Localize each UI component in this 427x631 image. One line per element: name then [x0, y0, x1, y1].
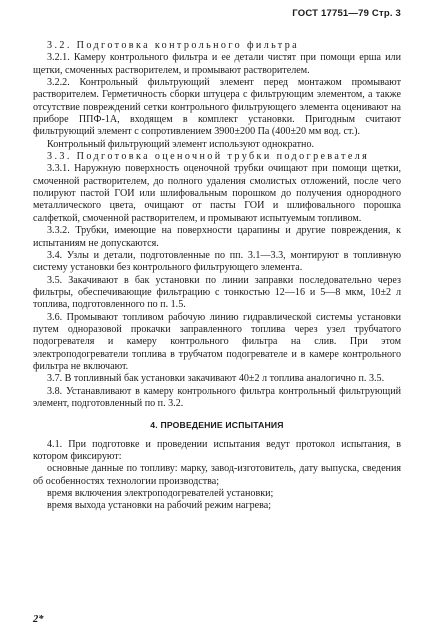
- paragraph: 3.4. Узлы и детали, подготовленные по пп. 3.1—3.3, монтируют в топливную систему установки без контрольного фильтрующего элемента.: [33, 249, 401, 274]
- paragraph: 3.3.2. Трубки, имеющие на поверхности царапины и другие повреждения, к испытаниям не допускаются.: [33, 225, 401, 249]
- paragraph: 4.1. При подготовке и проведении испытания ведут протокол испытания, в котором фиксируют:: [33, 438, 401, 462]
- paragraph: 3.6. Промывают топливом рабочую линию гидравлической системы установки путем одноразовой прокачки заправленного топлива через узел трубчатого подогревателя и камеру контрольного фильтра на слив. При этом электроподогреватели топлива в трубчатом подогревателе и в камере контрольного фильтра не включают.: [33, 311, 401, 372]
- document-body: [33, 40, 401, 513]
- paragraph: 3.2.2. Контрольный фильтрующий элемент перед монтажом промывают растворителем. Герметичность сборки штуцера с фильтрующим элементом, а также отсутствие повреждений сетки контрольного фильтрующего элемента оценивают на приборе ППФ-1А, входящем в комплект установки. Пригодным считают фильтрующий элемент с сопротивлением 3900±200 Па (400±20 мм вод. ст.).: [33, 77, 401, 138]
- paragraph: 3.8. Устанавливают в камеру контрольного фильтра контрольный фильтрующий элемент, подготовленный по п. 3.2.: [33, 385, 401, 409]
- paragraph: 3.3.1. Наружную поверхность оценочной трубки очищают при помощи щетки, смоченной растворителем, до полного удаления смолистых отложений, после чего полируют пастой ГОИ или шлифовальным порошком до получения однородного металлического цвета, очищают от пасты ГОИ и шлифовального порошка салфеткой, смоченной растворителем, и промывают испытуемым топливом.: [33, 163, 401, 224]
- list-item: основные данные по топливу: марку, завод-изготовитель, дату выпуска, сведения об особенностях технологии производства;: [33, 463, 401, 487]
- list-item: время включения электроподогревателей установки;: [47, 488, 274, 500]
- page-header: ГОСТ 17751—79 Стр. 3: [292, 8, 401, 19]
- paragraph: 3.7. В топливный бак установки закачивают 40±2 л топлива аналогично п. 3.5.: [47, 373, 385, 385]
- paragraph: 3.5. Закачивают в бак установки по линии заправки последовательно через фильтры, обеспечивающие фильтрацию с тонкостью 12—16 и 5—8 мкм, 10±2 л топлива, подготовленного по п. 1.5.: [33, 274, 401, 311]
- subsection-heading: 3.3. Подготовка оценочной трубки подогревателя: [47, 151, 370, 163]
- paragraph: Контрольный фильтрующий элемент используют однократно.: [47, 138, 315, 150]
- page-footer-mark: 2*: [33, 614, 44, 625]
- subsection-heading: 3.2. Подготовка контрольного фильтра: [47, 40, 300, 51]
- section-heading: 4. ПРОВЕДЕНИЕ ИСПЫТАНИЯ: [150, 420, 284, 431]
- list-item: время выхода установки на рабочий режим нагрева;: [47, 500, 272, 512]
- paragraph: 3.2.1. Камеру контрольного фильтра и ее детали чистят при помощи ерша или щетки, смоченных растворителем, и промывают растворителем.: [33, 52, 401, 76]
